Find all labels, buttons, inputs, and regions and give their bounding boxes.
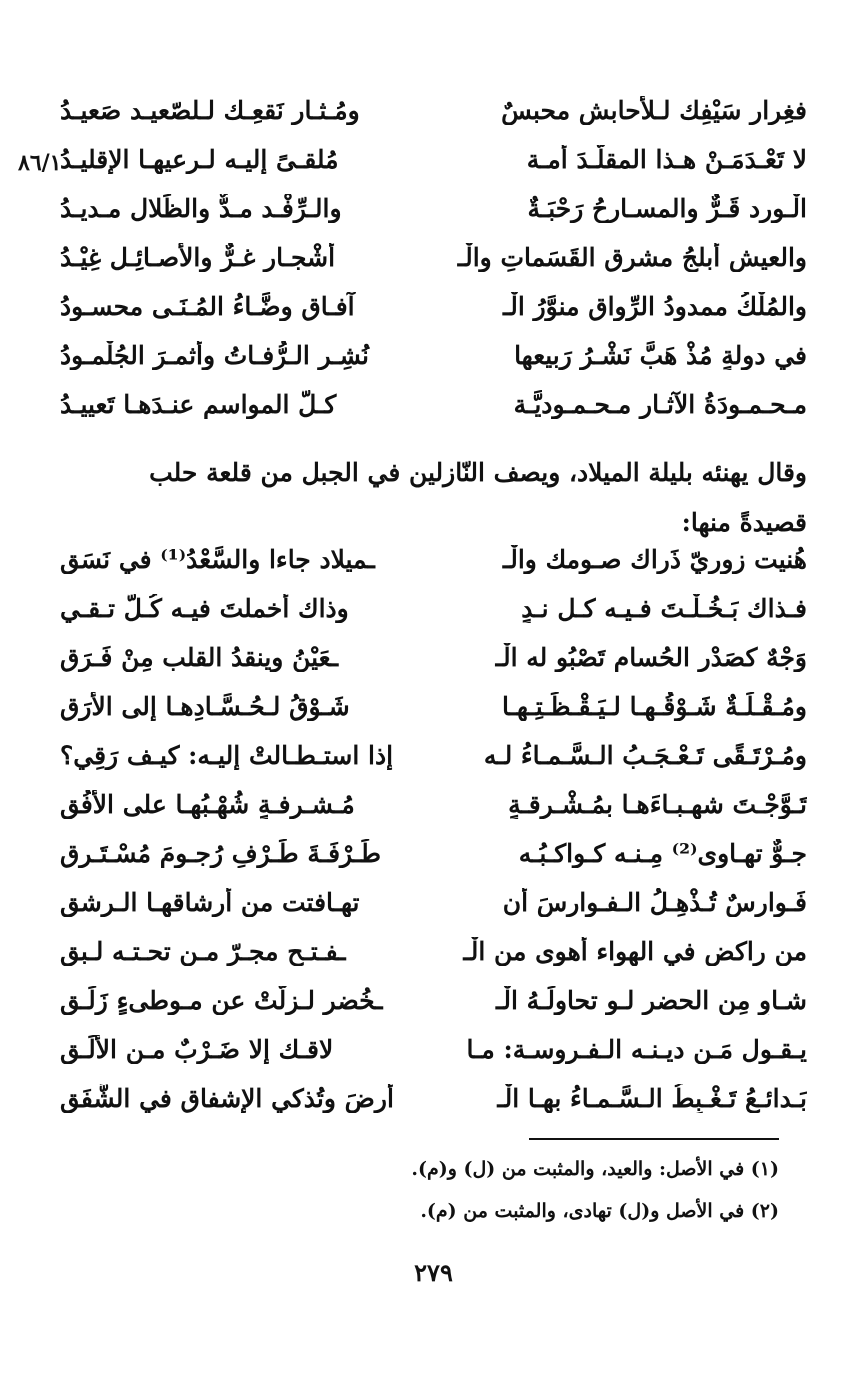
verse-second-hemistich: تهـافتت من أرشاقهـا الـرشق xyxy=(60,888,360,917)
verse-row xyxy=(60,545,807,594)
verse-first-hemistich: فغِرار سَيْفِك لـلأحابشِ محبسٌ xyxy=(501,96,807,125)
verse-row xyxy=(60,643,807,692)
verse-first-hemistich: وَجْهٌ كصَدْرِ الحُسامِ تَصْبُو له الْـ xyxy=(495,643,807,672)
verse-first-hemistich: فَـوارسٌ تُـذْهِـلُ الـفـوارسَ أن xyxy=(502,888,807,917)
footnote-2: (٢) في الأصل و(ل) تهادى، والمثبت من (م). xyxy=(420,1200,779,1222)
verse-second-hemistich: ـفـتـح مجـرّ مـن تحـتـه لـبق xyxy=(60,937,346,966)
verse-row xyxy=(60,692,807,741)
verse-second-hemistich: آفـاق وضَّـاءُ المُـنَـى محسـودُ xyxy=(60,292,355,321)
verse-second-hemistich: ومُـثـار نَقعِـك لـلصّعيـد صَعيـدُ xyxy=(60,96,360,125)
verse-row xyxy=(60,790,807,839)
verse-second-hemistich: مُلقـىً إليـه لـرعيهـا الإقليـدُ xyxy=(60,145,339,174)
verse-row xyxy=(60,1084,807,1133)
verse-first-hemistich: الْـورد قَـرٌّ والمسـارحُ رَحْبَـةٌ xyxy=(527,194,807,223)
verse-first-hemistich: ومُـقْـلَـةٌ شَـوْقُـهـا لـيَـقْـظَـتِـهـا xyxy=(501,692,807,721)
verse-second-hemistich: أشْجـار غـرٌّ والأصـائِـل غِيْـدُ xyxy=(60,243,336,272)
footnote-1: (١) في الأصل: والعيد، والمثبت من (ل) و(م). xyxy=(411,1158,779,1180)
verse-first-hemistich: فـذاك بَـخُـلْـتَ فـيـه كـل نـدٍ xyxy=(521,594,807,623)
poem-top xyxy=(60,96,807,439)
verse-row xyxy=(60,594,807,643)
verse-first-hemistich: تَـوَّجْـتَ شهـبـاءَهـا بمُـشْـرِقـةٍ xyxy=(508,790,807,819)
verse-row xyxy=(60,1035,807,1084)
verse-second-hemistich: لاقـك إلا ضَـرْبٌ مـن الأَلَـقِ xyxy=(60,1035,334,1064)
verse-second-hemistich: نُشِـر الـرُّفـاتُ وأثمـرَ الجُلْمـودُ xyxy=(60,341,369,370)
poem-bottom xyxy=(60,545,807,1133)
verse-row xyxy=(60,341,807,390)
verse-row xyxy=(60,194,807,243)
verse-second-hemistich: أرضَ وتُذكي الإشفاق في الشَّفَقِ xyxy=(60,1084,394,1113)
verse-first-hemistich: من راكضٍ في الهواء أهوى من الْـ xyxy=(463,937,807,966)
verse-first-hemistich: هُنيت زوريّ ذَراك صـومك والْـ xyxy=(502,545,807,574)
verse-row xyxy=(60,145,807,194)
verse-second-hemistich: طَـرْفَـةَ طَـرْفِ رُجـومَ مُسْـتَـرِقِ xyxy=(60,839,382,868)
verse-first-hemistich: جـوٌّ تهـاوى⁽²⁾ مِـنـه كـواكـبُـه xyxy=(518,839,807,868)
verse-first-hemistich: مـحـمـودَةُ الآثـارِ مـحـمـوديَّـة xyxy=(513,390,807,419)
verse-first-hemistich: يـقـول مَـن ديـنـه الـفـروسـة: مـا xyxy=(466,1035,807,1064)
verse-second-hemistich: كـلُّ المواسمِ عنـدَهـا تَعييـدُ xyxy=(60,390,337,419)
verse-first-hemistich: والمُلْكُ ممدودُ الرِّواق منوَّرُ الْـ xyxy=(502,292,807,321)
verse-row xyxy=(60,390,807,439)
verse-row xyxy=(60,986,807,1035)
verse-first-hemistich: في دولةٍ مُذْ هَبَّ نَشْـرُ رَبيعها xyxy=(514,341,807,370)
prose-line: قصيدةً منها: xyxy=(681,508,807,537)
verse-second-hemistich: ـميلاد جاءا والسَّعْدُ⁽¹⁾ في نَسَقِ xyxy=(60,545,375,574)
verse-second-hemistich: شَـوْقُ لـحُـسَّـادِهـا إلى الأَرَقِ xyxy=(60,692,350,721)
verse-row xyxy=(60,741,807,790)
page-number: ٢٧٩ xyxy=(414,1258,453,1287)
verse-second-hemistich: والـرِّفْـد مـدٌّ والظِّلال مـديـدُ xyxy=(60,194,342,223)
verse-second-hemistich: ـخُضر لـزلّتْ عن مـوطىءٍ زَلَـقِ xyxy=(60,986,383,1015)
verse-second-hemistich: وذاك أخملتَ فيـه كُـلَّ تـقـي xyxy=(60,594,349,623)
verse-second-hemistich: إذا استـطـالتْ إليـه: كيـف رَقِي؟ xyxy=(60,741,394,770)
verse-second-hemistich: مُـشـرفـةٍ شُهْـبُهـا على الأُفُقِ xyxy=(60,790,355,819)
verse-first-hemistich: بَـدائـعُ تَـغْـبِطُ الـسَّـمـاءُ بهـا الْـ xyxy=(497,1084,807,1113)
footnote-separator xyxy=(529,1138,779,1140)
verse-first-hemistich: ومُـرْتَـقًى تَـعْـجَـبُ الـسَّـمـاءُ لـه xyxy=(483,741,807,770)
margin-reference: ٨٦/١ xyxy=(18,150,62,176)
verse-second-hemistich: ـعَيْنُ وينقدُ القلب مِنْ فَـرَقِ xyxy=(60,643,339,672)
verse-first-hemistich: شـاوٍ مِن الحضر لـو تحاولَـهُ الْـ xyxy=(496,986,807,1015)
verse-row xyxy=(60,292,807,341)
verse-row xyxy=(60,839,807,888)
verse-row xyxy=(60,937,807,986)
verse-first-hemistich: لا تَعْـدَمَـنْ هـذا المقلّـدَ أمـة xyxy=(526,145,807,174)
verse-row xyxy=(60,96,807,145)
verse-row xyxy=(60,888,807,937)
verse-row xyxy=(60,243,807,292)
verse-first-hemistich: والعيش أبلجُ مشرق القَسَماتِ والْـ xyxy=(457,243,807,272)
prose-introduction xyxy=(60,448,807,548)
prose-line: وقال يهنئه بليلة الميلاد، ويصف النّازلين في الجبل من قلعة حلب xyxy=(149,458,807,487)
